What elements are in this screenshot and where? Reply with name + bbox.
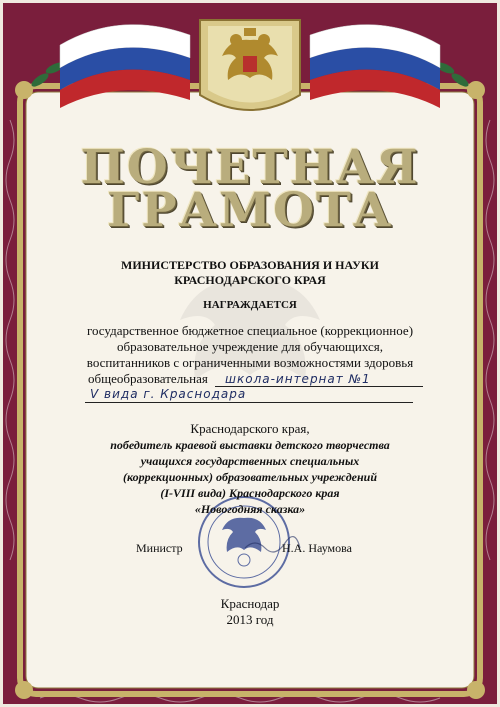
handwritten-school-name: школа-интернат №1 (225, 372, 371, 386)
recipient-line4-prefix: общеобразовательная (88, 371, 208, 386)
certificate-title-line2: ГРАМОТА (106, 183, 394, 238)
reason-line3: учащихся государственных специальных (140, 454, 360, 468)
handwriting-line-2 (85, 402, 413, 403)
recipient-line1: государственное бюджетное специальное (коррекционное) (86, 323, 414, 338)
reason-line1: Краснодарского края, (190, 421, 310, 436)
recipient-line3: воспитанников с ограниченными возможностями здоровья (86, 355, 414, 370)
place: Краснодар (220, 596, 280, 611)
year: 2013 год (226, 612, 274, 627)
reason-line4: (коррекционных) образовательных учреждений (122, 470, 377, 484)
handwritten-school-type: V вида г. Краснодара (90, 387, 247, 401)
awarded-label: НАГРАЖДАЕТСЯ (203, 299, 297, 311)
recipient-line2: образовательное учреждение для обучающихся, (116, 339, 384, 354)
reason-line6: «Новогодняя сказка» (194, 502, 306, 516)
signatory-name: Н.А. Наумова (282, 541, 352, 555)
issuer-line2: КРАСНОДАРСКОГО КРАЯ (174, 273, 326, 287)
reason-line5: (I-VIII вида) Краснодарского края (160, 486, 340, 500)
issuer-line1: МИНИСТЕРСТВО ОБРАЗОВАНИЯ И НАУКИ (121, 258, 379, 272)
certificate-title-line1: ПОЧЕТНАЯ (80, 140, 420, 195)
signatory-title: Министр (136, 541, 183, 555)
reason-line2: победитель краевой выставки детского творчества (110, 438, 390, 452)
